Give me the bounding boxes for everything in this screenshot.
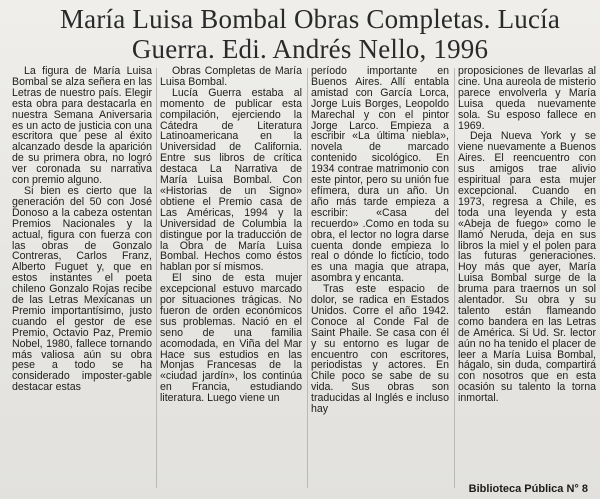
column-2 (160, 66, 302, 491)
column-4-paragraph-2: Deja Nueva York y se viene nuevamente a Buenos Aires. El reencuentro con sus amigos trae alivio espiritual para esta mujer excepcional. Cuando en 1973, regresa a Chile, es toda una leyenda y esta «Abeja de fuego» como le llamó Neruda, deja en sus libros la miel y el polen para las futuras generaciones. Hoy más que ayer, María Luisa Bombal surge de la bruma para traernos un sol alentador. Su obra y su talento están flameando como bandera en las Letras de América. Si Ud. Sr. lector aún no ha tenido el placer de leer a María Luisa Bombal, hágalo, sin duda, compartirá con nosotros que en esta ocasión su talento la torna inmortal. (458, 130, 596, 405)
footer-credit: Biblioteca Pública N° 8 (468, 483, 588, 495)
column-1 (12, 66, 152, 491)
headline-line-2: Guerra. Edi. Andrés Nello, 1996 (131, 34, 489, 64)
column-divider (156, 68, 157, 488)
column-2-paragraph-2: Lucía Guerra estaba al momento de publicar esta compilación, ejerciendo la Cátedra de Literatura Latinoamericana en la Universidad de California. Entre sus libros de crítica destaca La Narrativa de María Luisa Bombal. Con «Historias de un Signo» obtiene el Premio casa de Las Américas, 1994 y la Universidad de Columbia la distingue por la traducción de la Obra de María Luisa Bombal. Hechos como éstos hablan por sí mismos. (160, 86, 302, 274)
column-divider (307, 68, 308, 488)
column-divider (454, 68, 455, 488)
column-2-paragraph-1: Obras Completas de María Luisa Bombal. (160, 66, 302, 88)
column-3-paragraph-1: período importante en Buenos Aires. Allí entabla amistad con García Lorca, Jorge Luis Borges, Leopoldo Marechal y con el pintor Jorge Larco. Empieza a escribir «La última niebla», novela de marcado contenido sicológico. En 1934 contrae matrimonio con este pintor, pero su unión fue efímera, dura un año. Un año más tarde empieza a escribir: «Casa del recuerdo» .Como en toda su obra, el lector no logra darse cuenta donde empieza lo real o dónde lo ficticio, todo es una magia que atrapa, asombra y encanta. (311, 66, 449, 285)
column-3-paragraph-2: Tras este espacio de dolor, se radica en Estados Unidos. Corre el año 1942. Conoce al Conde Fal de Saint Phaile. Se casa con él y su entorno es lugar de encuentro con escritores, periodistas y actores. En Chile poco se sabe de su vida. Sus obras son traducidas al Inglés e incluso hay (311, 283, 449, 416)
column-1-paragraph-1: La figura de María Luisa Bombal se alza señera en las Letras de nuestro país. Elegir esta obra para destacarla en nuestra Semana Aniversaria es un acto de justicia con una escritora que pese al éxito alcanzado desde la aparición de su primera obra, no logró ver coronada su narrativa con premio alguno. (12, 66, 152, 187)
headline-line-1: María Luisa Bombal Obras Completas. Lucía (59, 4, 561, 34)
column-4-paragraph-1: proposiciones de llevarlas al cine. Una aureola de misterio parece envolverla y María Luisa queda nuevamente sola. Su esposo fallece en 1969. (458, 66, 596, 132)
column-2-paragraph-3: El sino de esta mujer excepcional estuvo marcado por situaciones trágicas. No fueron de orden económicos sus problemas. Nació en el seno de una familia acomodada, en Viña del Mar Hace sus estudios en las Monjas Francesas de la «ciudad jardín», los continúa en Francia, estudiando literatura. Luego viene un (160, 272, 302, 405)
column-3 (311, 66, 449, 491)
headline (30, 4, 590, 64)
column-4 (458, 66, 596, 476)
column-1-paragraph-2: Si bien es cierto que la generación del 50 con José Donoso a la cabeza ostentan Premios Nacionales y la actual, figura con fuerza con las obras de Gonzalo Contreras, Carlos Franz, Alberto Fuguet y, que en estos instantes el poeta chileno Gonzalo Rojas recibe de las Letras Mexicanas un Premio importantísimo, justo cuando el gestor de ese Premio, Octavio Paz, Premio Nobel, 1980, fallece tornando más valiosa aún su obra pese a todo se ha considerado imposter-gable destacar estas (12, 184, 152, 394)
article-columns (8, 66, 598, 491)
